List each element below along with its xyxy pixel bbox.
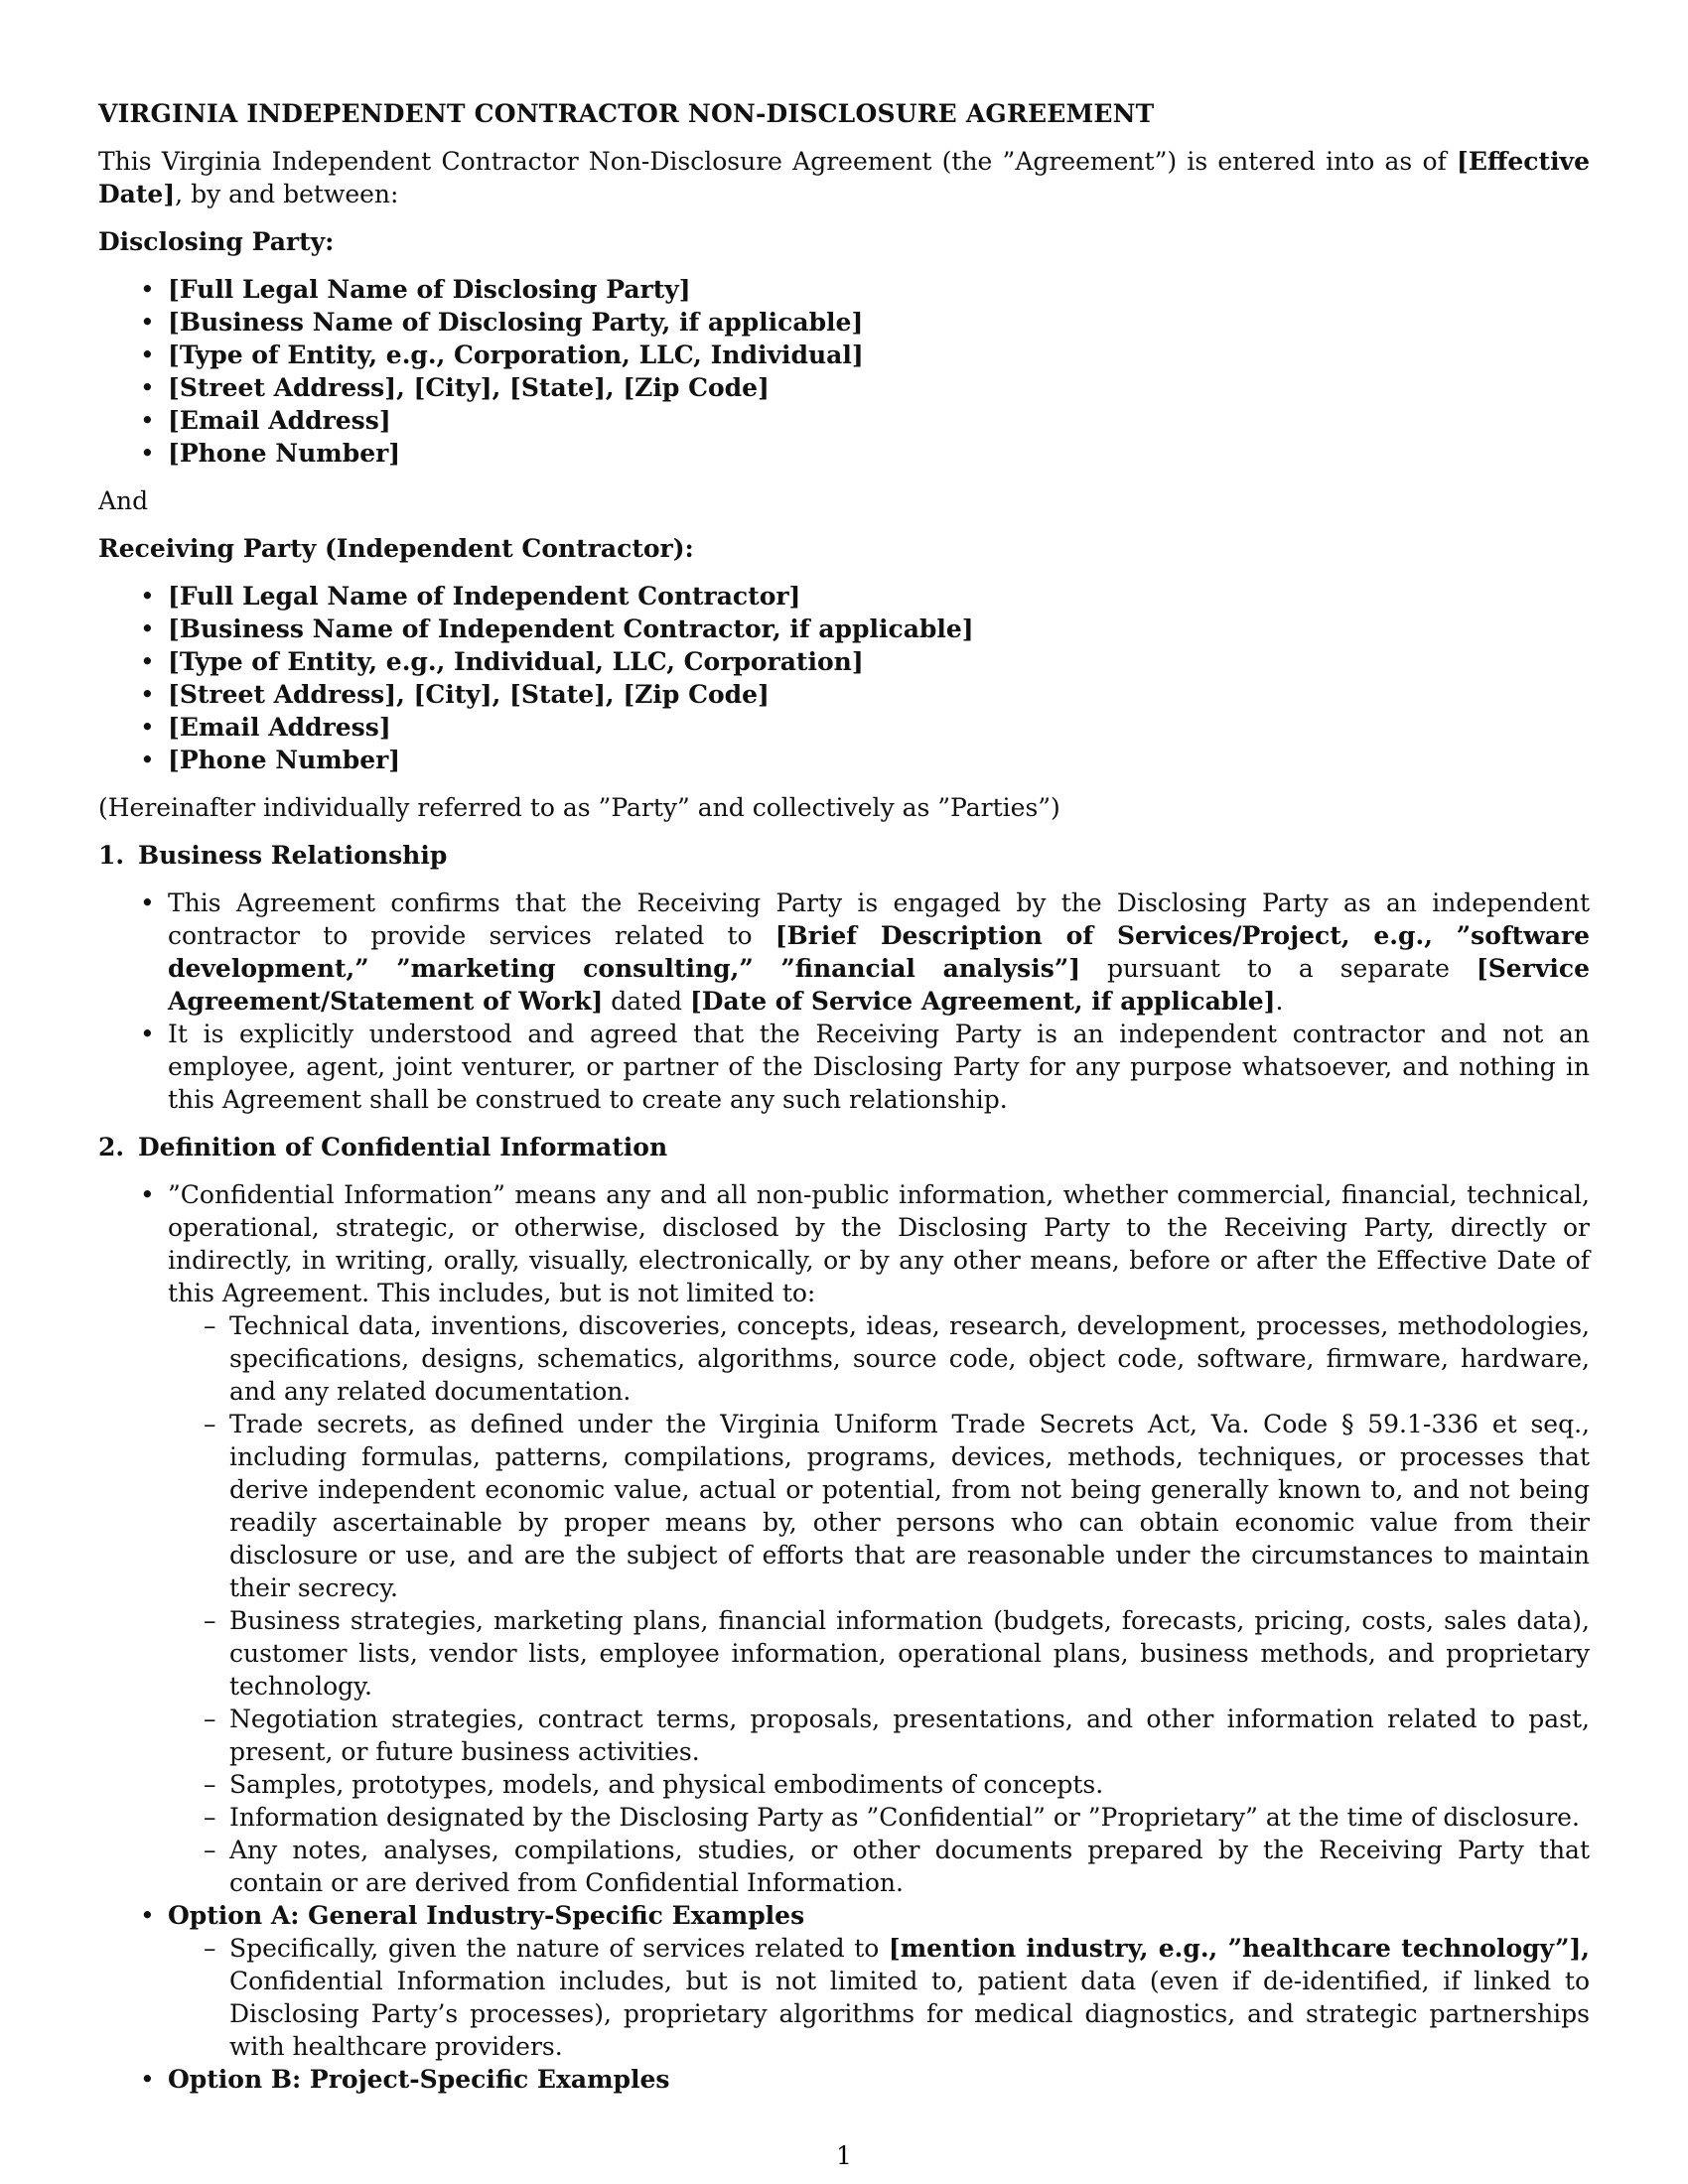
receiving-business-name: [Business Name of Independent Contractor, if applicable] xyxy=(168,614,974,643)
intro-text-1: This Virginia Independent Contractor Non-Disclosure Agreement (the ”Agreement”) is entered into as of xyxy=(98,147,1457,176)
list-item xyxy=(98,887,1590,1018)
section-2-number: 2. xyxy=(98,1133,125,1161)
list-item xyxy=(98,678,1590,711)
disclosing-phone: [Phone Number] xyxy=(168,439,401,468)
receiving-email: [Email Address] xyxy=(168,713,391,742)
list-item xyxy=(98,371,1590,404)
list-item xyxy=(98,744,1590,776)
receiving-entity-type: [Type of Entity, e.g., Individual, LLC, Corporation] xyxy=(168,647,864,676)
list-item xyxy=(98,404,1590,437)
intro-paragraph xyxy=(98,145,1590,210)
section-1-text: This Agreement confirms that the Receiving Party is engaged by the Disclosing Party as an independent contractor to provide services related to xyxy=(168,888,1590,950)
list-item xyxy=(98,437,1590,470)
list-item xyxy=(98,613,1590,645)
industry-placeholder: [mention industry, e.g., ”healthcare technology”], xyxy=(888,1934,1590,1963)
sub-list-item: – Trade secrets, as defined under the Virginia Uniform Trade Secrets Act, Va. Code § 59.1-336 et seq., including formulas, patterns, compilations, programs, devices, methods, techniques, or processes that derive independent economic value, actual or potential, from not being generally known to, and not being readily ascertainable by proper means by, other persons who can obtain economic value from their disclosure or use, and are the subject of efforts that are reasonable under the circumstances to maintain their secrecy. xyxy=(168,1408,1590,1604)
sub-list-item: – Any notes, analyses, compilations, studies, or other documents prepared by the Receiving Party that contain or are derived from Confidential Information. xyxy=(168,1834,1590,1899)
hereinafter-text: (Hereinafter individually referred to as ”Party” and collectively as ”Parties”) xyxy=(98,793,1060,822)
page-number: 1 xyxy=(836,2141,852,2170)
list-item xyxy=(98,1018,1590,1116)
sub-list-item: – Information designated by the Disclosing Party as ”Confidential” or ”Proprietary” at the time of disclosure. xyxy=(168,1801,1590,1834)
disclosing-entity-type: [Type of Entity, e.g., Corporation, LLC, Individual] xyxy=(168,341,864,369)
list-item xyxy=(98,1899,1590,2063)
section-2-title: Definition of Confidential Information xyxy=(138,1133,668,1161)
section-2-list xyxy=(98,1178,1590,2096)
list-item xyxy=(98,711,1590,744)
list-item xyxy=(98,273,1590,306)
service-date-placeholder: [Date of Service Agreement, if applicable] xyxy=(689,987,1276,1016)
confidential-info-sublist xyxy=(168,1309,1590,1899)
disclosing-business-name: [Business Name of Disclosing Party, if applicable] xyxy=(168,308,864,337)
section-2-heading xyxy=(98,1131,1590,1163)
list-item xyxy=(98,339,1590,371)
section-1-number: 1. xyxy=(98,841,125,870)
section-1-text: . xyxy=(1275,987,1284,1016)
option-a-text: Specifically, given the nature of services related to xyxy=(229,1934,889,1963)
option-a-text: Confidential Information includes, but is not limited to, patient data (even if de-identified, if linked to Disclosing Party’s processes), proprietary algorithms for medical diagnostics, and strategic partnerships with healthcare providers. xyxy=(229,1967,1590,2061)
list-item xyxy=(98,306,1590,339)
section-1-list xyxy=(98,887,1590,1116)
receiving-party-label: Receiving Party (Independent Contractor): xyxy=(98,534,694,563)
service-agreement-placeholder: [Service Agreement/Statement of Work] xyxy=(168,954,1590,1016)
sub-list-item: – Business strategies, marketing plans, financial information (budgets, forecasts, pricing, costs, sales data), customer lists, vendor lists, employee information, operational plans, business methods, and proprietary technology. xyxy=(168,1604,1590,1703)
section-1-text: It is explicitly understood and agreed that the Receiving Party is an independent contractor and not an employee, agent, joint venturer, or partner of the Disclosing Party for any purpose whatsoever, and nothing in this Agreement shall be construed to create any such relationship. xyxy=(168,1020,1590,1114)
option-a-sublist xyxy=(168,1932,1590,2063)
effective-date-placeholder: [Effective Date] xyxy=(98,147,1590,208)
sub-list-item: – Samples, prototypes, models, and physical embodiments of concepts. xyxy=(168,1768,1590,1801)
disclosing-party-list xyxy=(98,273,1590,470)
option-b-label: Option B: Project-Specific Examples xyxy=(168,2065,670,2094)
receiving-phone: [Phone Number] xyxy=(168,746,401,774)
list-item xyxy=(98,645,1590,678)
section-1-text: pursuant to a separate xyxy=(1080,954,1477,983)
section-1-heading xyxy=(98,839,1590,872)
disclosing-party-label: Disclosing Party: xyxy=(98,227,335,256)
and-text: And xyxy=(98,486,149,515)
list-item xyxy=(98,1178,1590,1899)
sub-list-item: – Technical data, inventions, discoveries, concepts, ideas, research, development, processes, methodologies, specifications, designs, schematics, algorithms, source code, object code, software, firmware, hardware, and any related documentation. xyxy=(168,1309,1590,1408)
sub-list-item xyxy=(168,1932,1590,2063)
list-item xyxy=(98,580,1590,613)
option-a-label: Option A: General Industry-Specific Examples xyxy=(168,1901,805,1930)
confidential-info-definition: ”Confidential Information” means any and all non-public information, whether commercial, financial, technical, operational, strategic, or otherwise, disclosed by the Disclosing Party to the Receiving Party, directly or indirectly, in writing, orally, visually, electronically, or by any other means, before or after the Effective Date of this Agreement. This includes, but is not limited to: xyxy=(168,1180,1590,1307)
disclosing-email: [Email Address] xyxy=(168,406,391,435)
section-1-text: dated xyxy=(603,987,690,1016)
services-placeholder: [Brief Description of Services/Project, e.g., ”software development,” ”marketing consulting,” ”financial analysis”] xyxy=(168,921,1590,983)
receiving-address: [Street Address], [City], [State], [Zip Code] xyxy=(168,680,770,709)
receiving-legal-name: [Full Legal Name of Independent Contractor] xyxy=(168,582,801,611)
document-title: VIRGINIA INDEPENDENT CONTRACTOR NON-DISCLOSURE AGREEMENT xyxy=(98,99,1155,128)
section-1-title: Business Relationship xyxy=(138,841,448,870)
disclosing-address: [Street Address], [City], [State], [Zip Code] xyxy=(168,373,770,402)
disclosing-legal-name: [Full Legal Name of Disclosing Party] xyxy=(168,275,691,304)
intro-text-2: , by and between: xyxy=(175,180,399,208)
list-item xyxy=(98,2063,1590,2096)
sub-list-item: – Negotiation strategies, contract terms, proposals, presentations, and other information related to past, present, or future business activities. xyxy=(168,1703,1590,1768)
receiving-party-list xyxy=(98,580,1590,776)
